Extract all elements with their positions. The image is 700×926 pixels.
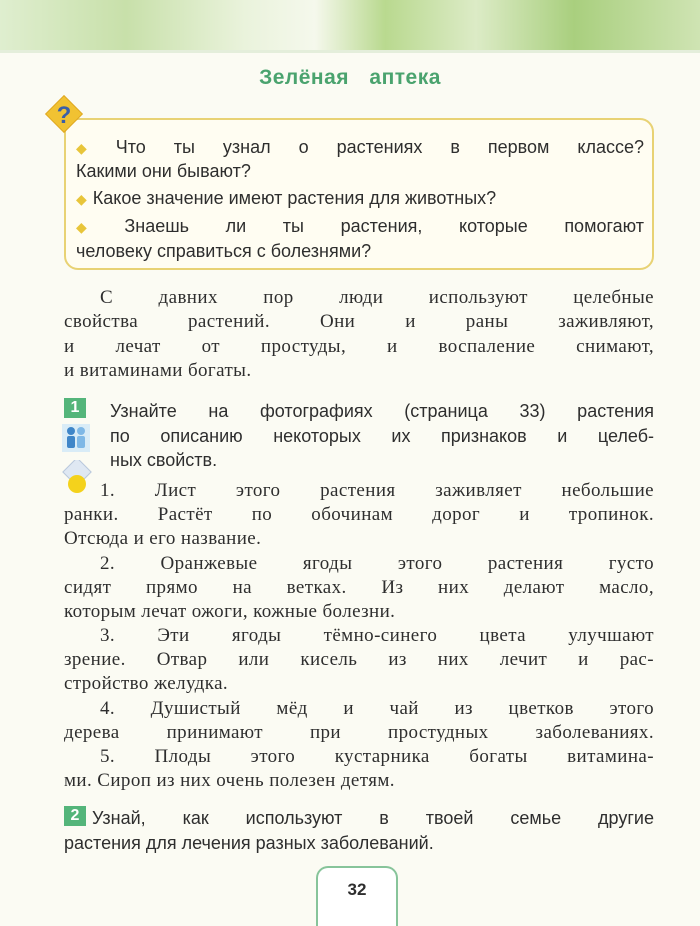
task-1-badge: 1	[64, 398, 86, 418]
question-1-line-2: Какими они бывают?	[76, 161, 251, 181]
task-2-badge: 2	[64, 806, 86, 826]
item-3-line-2: зрение. Отвар или кисель из них лечит и рас-	[64, 649, 654, 670]
task-2-line-1: Узнай, как используют в твоей семье другие	[92, 808, 654, 828]
item-1-line-3: Отсюда и его название.	[64, 528, 262, 549]
item-1-line-1: 1. Лист этого растения заживляет небольшие	[100, 480, 654, 501]
question-3-line-1: ◆ Знаешь ли ты растения, которые помогают	[76, 216, 644, 236]
page-title: Зелёная аптека	[259, 66, 441, 89]
pair-work-icon	[62, 424, 90, 452]
item-4-line-2: дерева принимают при простудных заболеваниях.	[64, 722, 654, 743]
question-2: ◆ Какое значение имеют растения для животных?	[76, 188, 497, 208]
intro-line-3: и лечат от простуды, и воспаление снимают,	[64, 336, 654, 357]
svg-text:?: ?	[56, 102, 72, 129]
task-1-line-2: по описанию некоторых их признаков и целеб-	[110, 426, 654, 446]
question-1-line-1: ◆ Что ты узнал о растениях в первом классе?	[76, 137, 644, 157]
bullet-diamond-icon: ◆	[76, 219, 119, 235]
question-3-line-2: человеку справиться с болезнями?	[76, 241, 372, 261]
item-2-line-3: которым лечат ожоги, кожные болезни.	[64, 601, 396, 622]
item-3-line-3: стройство желудка.	[64, 673, 229, 694]
item-2-line-2: сидят прямо на ветках. Из них делают масло,	[64, 577, 654, 598]
task-1-line-1: Узнайте на фотографиях (страница 33) растения	[110, 401, 654, 421]
top-banner-photo	[0, 0, 700, 50]
banner-divider	[0, 50, 700, 53]
bullet-diamond-icon: ◆	[76, 140, 110, 156]
item-5-line-2: ми. Сироп из них очень полезен детям.	[64, 770, 395, 791]
task-1-line-3: ных свойств.	[110, 450, 218, 470]
task-2-line-2: растения для лечения разных заболеваний.	[64, 833, 434, 853]
intro-line-2: свойства растений. Они и раны заживляют,	[64, 311, 654, 332]
item-5-line-1: 5. Плоды этого кустарника богаты витамина-	[100, 746, 654, 767]
item-4-line-1: 4. Душистый мёд и чай из цветков этого	[100, 698, 654, 719]
intro-line-1: С давних пор люди используют целебные	[100, 287, 654, 308]
intro-line-4: и витаминами богаты.	[64, 360, 252, 381]
bullet-diamond-icon: ◆	[76, 191, 87, 207]
item-1-line-2: ранки. Растёт по обочинам дорог и тропинок.	[64, 504, 654, 525]
item-2-line-1: 2. Оранжевые ягоды этого растения густо	[100, 553, 654, 574]
question-diamond-icon	[42, 92, 86, 136]
page-number: 32	[347, 880, 367, 899]
item-3-line-1: 3. Эти ягоды тёмно-синего цвета улучшают	[100, 625, 654, 646]
